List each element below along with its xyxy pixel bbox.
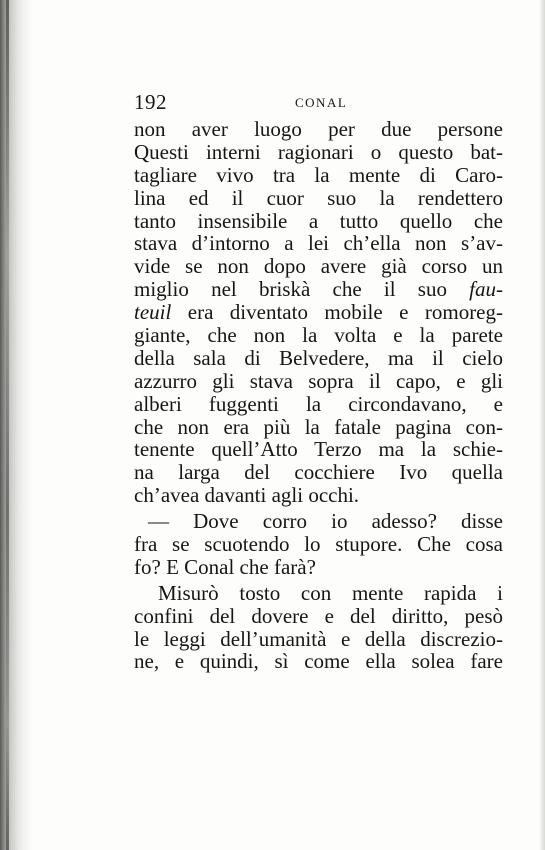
text-line: stava d’intorno a lei ch’ella non s’av- bbox=[134, 231, 503, 256]
text-line: non aver luogo per due persone bbox=[134, 117, 503, 141]
binding-edge bbox=[6, 0, 9, 850]
page-number: 192 bbox=[134, 90, 167, 114]
page-edge bbox=[539, 0, 545, 850]
binding-shadow bbox=[0, 0, 32, 850]
text-line: vide se non dopo avere già corso un bbox=[134, 254, 503, 279]
text-line: miglio nel briskà che il suo fau- bbox=[134, 277, 503, 302]
text-line: confini del dovere e del diritto, pesò bbox=[134, 603, 503, 628]
text-line: giante, che non la volta e la parete bbox=[134, 323, 503, 348]
text-line: Misurò tosto con mente rapida i bbox=[158, 580, 503, 605]
text-line: teuil era diventato mobile e romoreg- bbox=[134, 300, 503, 325]
text-line: le leggi dell’umanità e della discrezio- bbox=[134, 626, 503, 651]
text-line: fra se scuotendo lo stupore. Che cosa bbox=[134, 532, 503, 557]
text-line: tagliare vivo tra la mente di Caro- bbox=[134, 162, 503, 187]
text-line: ne, e quindi, sì come ella solea fare bbox=[134, 649, 503, 674]
text-line: azzurro gli stava sopra il capo, e gli bbox=[134, 368, 503, 393]
text-line: alberi fuggenti la circondavano, e bbox=[134, 391, 503, 416]
italic-word: fau- bbox=[469, 277, 503, 302]
text-line: fo? E Conal che farà? bbox=[134, 554, 316, 579]
body-text bbox=[134, 118, 503, 673]
text-line: che non era più la fatale pagina con- bbox=[134, 414, 503, 439]
italic-word: teuil bbox=[134, 300, 172, 325]
text-line: na larga del cocchiere Ivo quella bbox=[134, 460, 503, 485]
text-line: — Dove corro io adesso? disse bbox=[148, 509, 503, 534]
text-line: ch’avea davanti agli occhi. bbox=[134, 483, 360, 508]
page-header bbox=[134, 90, 504, 114]
text-line: Questi interni ragionari o questo bat- bbox=[134, 139, 503, 164]
text-line: tanto insensibile a tutto quello che bbox=[134, 208, 503, 233]
text-line: tenente quell’Atto Terzo ma la schie- bbox=[134, 437, 503, 462]
text-line: lina ed il cuor suo la rendettero bbox=[134, 185, 503, 210]
running-title: CONAL bbox=[295, 95, 348, 110]
text-line: della sala di Belvedere, ma il cielo bbox=[134, 345, 503, 370]
